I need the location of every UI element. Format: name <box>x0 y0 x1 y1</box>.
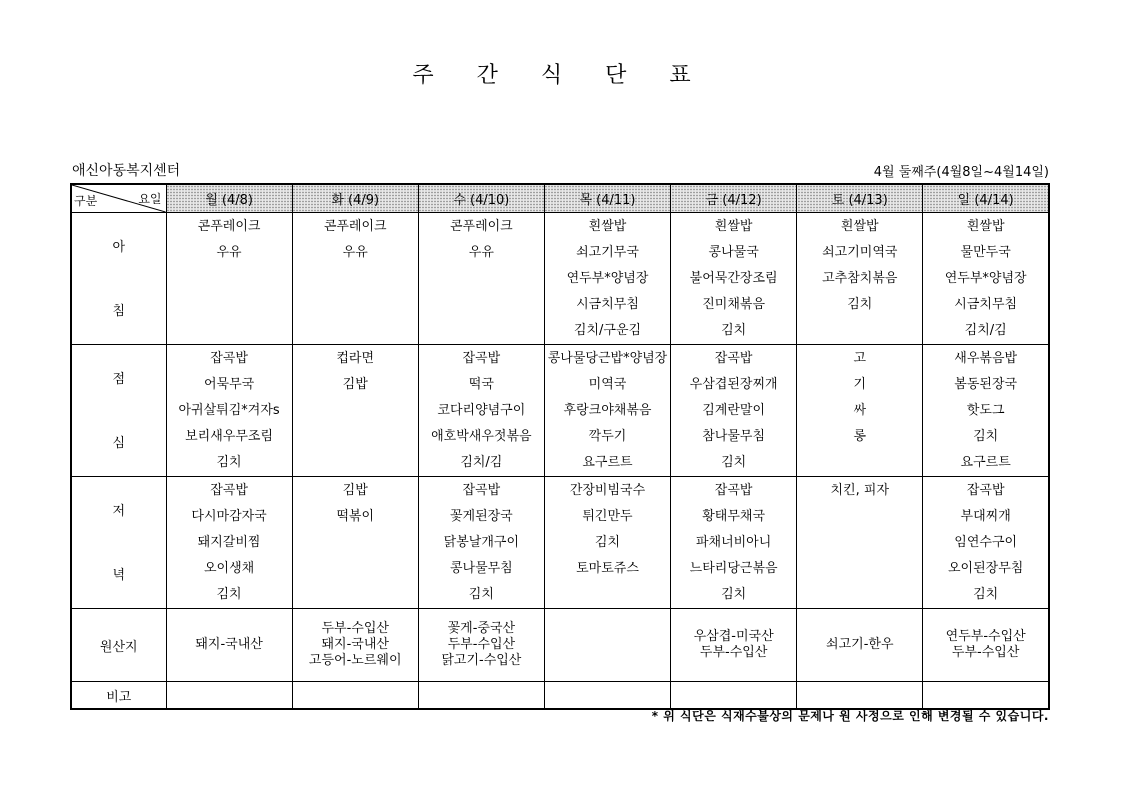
meal-label-char: 심 <box>112 435 126 451</box>
menu-item: 다시마감자국 <box>191 509 267 524</box>
origin-item: 돼지-국내산 <box>195 637 263 652</box>
menu-item: 봄동된장국 <box>954 377 1018 392</box>
day-header: 수 (4/10) <box>418 184 544 213</box>
menu-cell <box>544 345 670 477</box>
menu-item: 우유 <box>468 245 494 260</box>
menu-item: 잡곡밥 <box>210 483 248 498</box>
menu-item: 우유 <box>216 245 242 260</box>
menu-cell <box>671 345 797 477</box>
day-header: 목 (4/11) <box>544 184 670 213</box>
menu-item: 연두부*양념장 <box>566 271 649 286</box>
menu-item: 흰쌀밥 <box>840 219 879 234</box>
menu-item: 떡국 <box>468 377 494 392</box>
origin-label: 원산지 <box>71 609 166 682</box>
remarks-cell <box>671 682 797 710</box>
menu-item: 김치 <box>973 587 999 602</box>
menu-cell <box>671 213 797 345</box>
menu-item: 김치 <box>721 587 747 602</box>
menu-item: 잡곡밥 <box>714 351 753 366</box>
origin-item: 두부-수입산 <box>699 645 768 660</box>
remarks-cell <box>923 682 1049 710</box>
day-header: 금 (4/12) <box>671 184 797 213</box>
menu-item: 시금치무침 <box>576 297 639 312</box>
day-header: 토 (4/13) <box>797 184 923 213</box>
remarks-cell <box>292 682 418 710</box>
menu-item: 후랑크야채볶음 <box>563 403 652 418</box>
origin-item: 두부-수입산 <box>951 645 1020 660</box>
origin-cell <box>923 609 1049 682</box>
menu-cell <box>923 345 1049 477</box>
week-range: 4월 둘째주(4월8일~4월14일) <box>873 165 1049 180</box>
corner-label-day: 요일 <box>138 192 162 206</box>
remarks-label: 비고 <box>71 682 166 710</box>
menu-cell <box>418 345 544 477</box>
menu-item: 콘푸레이크 <box>449 219 513 234</box>
menu-cell <box>418 477 544 609</box>
menu-item: 간장비빔국수 <box>569 483 646 498</box>
remarks-row <box>71 682 1049 710</box>
menu-item: 미역국 <box>588 377 627 392</box>
menu-item: 애호박새우젓볶음 <box>431 429 532 444</box>
menu-item: 김치 <box>721 455 747 470</box>
header-row <box>71 184 1049 213</box>
menu-item: 참나물무침 <box>702 429 766 444</box>
remarks-cell <box>797 682 923 710</box>
menu-item: 시금치무침 <box>954 297 1018 312</box>
menu-item: 콘푸레이크 <box>323 219 387 234</box>
day-header: 화 (4/9) <box>292 184 418 213</box>
menu-item: 깍두기 <box>588 429 627 444</box>
organization-name: 애신아동복지센터 <box>72 163 181 179</box>
menu-item: 요구르트 <box>960 455 1011 470</box>
menu-item: 오이생채 <box>203 561 255 576</box>
menu-item: 코다리양념구이 <box>437 403 526 418</box>
origin-item: 닭고기-수입산 <box>441 653 522 668</box>
menu-item: 황태무채국 <box>702 509 766 524</box>
meal-label-char: 점 <box>112 371 126 387</box>
origin-item: 연두부-수입산 <box>945 629 1026 644</box>
meal-label-char: 아 <box>112 239 126 255</box>
meal-row <box>71 345 1049 477</box>
meal-label-cell <box>71 345 166 477</box>
origin-cell <box>418 609 544 682</box>
menu-item: 물만두국 <box>960 245 1011 260</box>
origin-item: 돼지-국내산 <box>321 637 389 652</box>
menu-item: 토마토쥬스 <box>576 561 639 576</box>
menu-cell <box>166 345 292 477</box>
menu-item: 흰쌀밥 <box>588 219 627 234</box>
menu-item: 아귀살튀김*겨자s <box>178 403 280 418</box>
menu-item: 김치/김 <box>964 323 1007 338</box>
menu-item: 김치 <box>216 587 242 602</box>
menu-cell <box>923 213 1049 345</box>
menu-item: 우유 <box>342 245 368 260</box>
origin-item: 꽃게-중국산 <box>447 621 516 636</box>
menu-item: 콩나물무침 <box>449 561 513 576</box>
menu-cell <box>166 213 292 345</box>
menu-cell <box>166 477 292 609</box>
origin-item: 두부-수입산 <box>447 637 516 652</box>
menu-item: 요구르트 <box>582 455 633 470</box>
remarks-cell <box>544 682 670 710</box>
origin-item: 쇠고기-한우 <box>826 637 894 652</box>
menu-item: 김밥 <box>342 483 368 498</box>
origin-row <box>71 609 1049 682</box>
menu-item: 잡곡밥 <box>714 483 753 498</box>
menu-item: 김계란말이 <box>702 403 766 418</box>
menu-item: 김치/김 <box>460 455 503 470</box>
origin-cell <box>292 609 418 682</box>
menu-item: 김밥 <box>342 377 368 392</box>
menu-item: 흰쌀밥 <box>714 219 753 234</box>
meal-label-cell <box>71 213 166 345</box>
menu-item: 보리새우무조림 <box>185 429 274 444</box>
menu-cell <box>544 477 670 609</box>
menu-item: 잡곡밥 <box>462 351 501 366</box>
menu-item: 쇠고기미역국 <box>822 245 898 260</box>
menu-item: 김치 <box>721 323 747 338</box>
meal-label-char: 녁 <box>112 567 126 583</box>
menu-cell <box>797 213 923 345</box>
meal-row <box>71 477 1049 609</box>
menu-cell <box>292 477 418 609</box>
page-title: 주 간 식 단 표 <box>412 63 709 88</box>
menu-item: 새우볶음밥 <box>954 351 1018 366</box>
meal-label-cell <box>71 477 166 609</box>
menu-item: 튀긴만두 <box>582 509 633 524</box>
menu-item: 어묵무국 <box>203 377 255 392</box>
menu-item: 핫도그 <box>966 403 1005 418</box>
menu-cell <box>544 213 670 345</box>
weekly-menu-table <box>70 183 1050 710</box>
menu-item: 임연수구이 <box>954 535 1018 550</box>
menu-item: 꽃게된장국 <box>449 509 513 524</box>
menu-cell <box>292 345 418 477</box>
meal-label-char: 저 <box>112 503 126 519</box>
menu-item: 흰쌀밥 <box>966 219 1005 234</box>
menu-item: 컵라면 <box>336 351 375 366</box>
menu-item: 쇠고기무국 <box>576 245 639 260</box>
menu-item: 오이된장무침 <box>947 561 1024 576</box>
menu-item: 콩나물국 <box>708 245 759 260</box>
menu-item: 불어묵간장조림 <box>689 271 778 286</box>
menu-cell <box>418 213 544 345</box>
menu-item: 잡곡밥 <box>462 483 501 498</box>
footer-note: * 위 식단은 식재수불상의 문제나 원 사정으로 인해 변경될 수 있습니다. <box>651 709 1049 723</box>
menu-item: 콩나물당근밥*양념장 <box>547 351 668 366</box>
menu-cell <box>923 477 1049 609</box>
menu-item: 김치 <box>847 297 873 312</box>
menu-item: 연두부*양념장 <box>944 271 1027 286</box>
origin-cell <box>544 609 670 682</box>
menu-item: 김치 <box>973 429 999 444</box>
menu-cell <box>797 345 923 477</box>
menu-item: 우삼겹된장찌개 <box>689 377 778 392</box>
origin-cell <box>671 609 797 682</box>
menu-item: 김치 <box>216 455 242 470</box>
menu-cell <box>292 213 418 345</box>
meal-row <box>71 213 1049 345</box>
menu-item: 돼지갈비찜 <box>197 535 261 550</box>
origin-cell <box>166 609 292 682</box>
origin-item: 두부-수입산 <box>321 621 389 636</box>
origin-item: 고등어-노르웨이 <box>308 653 402 668</box>
origin-item: 우삼겹-미국산 <box>693 629 774 644</box>
menu-item: 파채너비아니 <box>695 535 772 550</box>
menu-item: 느타리당근볶음 <box>689 561 778 576</box>
menu-item: 잡곡밥 <box>210 351 248 366</box>
origin-cell <box>797 609 923 682</box>
menu-item: 진미채볶음 <box>702 297 766 312</box>
menu-item: 기 <box>853 377 867 392</box>
remarks-cell <box>418 682 544 710</box>
menu-item: 김치/구운김 <box>573 323 642 338</box>
menu-item: 롱 <box>853 429 867 444</box>
menu-item: 떡볶이 <box>336 509 375 524</box>
meal-label-char: 침 <box>112 303 126 319</box>
remarks-cell <box>166 682 292 710</box>
menu-item: 고 <box>853 351 867 366</box>
day-header: 월 (4/8) <box>166 184 292 213</box>
menu-item: 콘푸레이크 <box>197 219 261 234</box>
menu-item: 부대찌개 <box>960 509 1011 524</box>
menu-item: 싸 <box>853 403 867 418</box>
menu-item: 잡곡밥 <box>966 483 1005 498</box>
day-header: 일 (4/14) <box>923 184 1049 213</box>
corner-label-category: 구분 <box>74 194 98 208</box>
menu-item: 닭봉날개구이 <box>443 535 520 550</box>
menu-item: 치킨, 피자 <box>830 483 890 498</box>
menu-item: 고추참치볶음 <box>822 271 898 286</box>
menu-cell <box>797 477 923 609</box>
menu-cell <box>671 477 797 609</box>
menu-item: 김치 <box>468 587 494 602</box>
corner-cell <box>71 184 166 213</box>
menu-item: 김치 <box>594 535 621 550</box>
